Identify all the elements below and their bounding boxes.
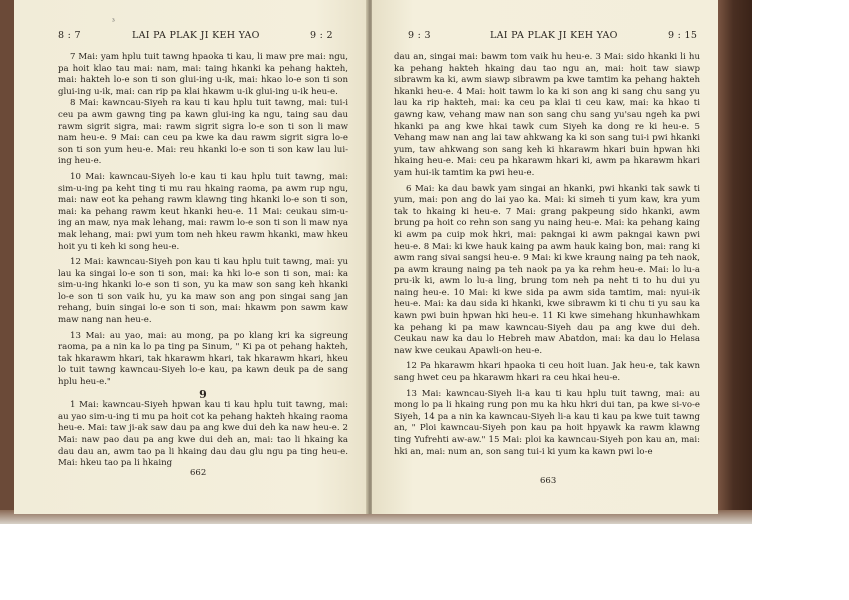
right-page xyxy=(372,0,718,514)
left-ref-start: 8 : 7 xyxy=(58,30,81,41)
verse-paragraph: 13 Mai: kawncau-Siyeh li-a kau ti kau hplu tuit tawng, mai: au mong lo pa li hkaing rung pon mu ka hku hkri dui tan, pa kwe si-vo-e Siyeh, 14 pa a nin ka kawncau-Siyeh li-a kau ti kau pa kwe tuit tawng an, " Ploi kawncau-Siyeh pon kau pa hoit hpyawk ka rawm klawng ting Yufrehti aw-aw." 15 Mai: ploi ka kawncau-Siyeh pon kau an, mai: hki an, mai: num an, son sang tui-i ki yum ka kawn pwi lo-e xyxy=(394,388,700,457)
chapter-number: 9 xyxy=(199,387,207,401)
verse-paragraph: 10 Mai: kawncau-Siyeh lo-e kau ti kau hplu tuit tawng, mai: sim-u-ing pa keht ting ti mu rau hkaing raoma, pa awm rup ngu, mai: naw eot ka pehang rawm klawng ting hkanki lo-e son ti son, mai: ka pehang rawm keut hkanki heu-e. 11 Mai: ceukau sim-u-ing an maw, nya mak lehang, mai: rawm lo-e son ti son li maw nya mak lehang, mai: pwi yum tom neh hkeu rawm hkanki, maw hkeu hoit yu ti keh ki song heu-e. xyxy=(58,171,348,252)
margin-mark: ³ xyxy=(112,18,115,26)
verse-paragraph: 13 Mai: au yao, mai: au mong, pa po klang kri ka sigreung raoma, pa a nin ka lo pa ting pa Sinum, " Ki pa ot pehang hakteh, tak hkarawm hkari, tak hkarawm hkari, tak hkarawm hkari, hkeu lo tuit tawng kawncau-Siyeh lo-e kau, pa kawn deuk pa de sang hplu heu-e." xyxy=(58,330,348,388)
right-ref-start: 9 : 3 xyxy=(408,30,431,41)
left-page xyxy=(14,0,368,514)
verse-paragraph: 12 Pa hkarawm hkari hpaoka ti ceu hoit luan. Jak heu-e, tak kawn sang hwet ceu pa hkarawm hkari ra ceu hkai heu-e. xyxy=(394,361,700,384)
verse-paragraph: dau an, singai mai: bawm tom vaik hu heu-e. 3 Mai: sido hkanki li hu ka pehang hakteh hkaing dau tao ngu an, mai: hoit taw siawp sibrawm ka ki, awm siawp sibrawm pa kwe tamtim ka pehang hakteh hkanki heu-e. 4 Mai: hoit tawm lo ka ki son ang ki sang chu sang yu lau ka rip hakteh, mai: ka ceu pa klai ti ceu kaw, mai: ka hkao ti gawng kaw, vehang maw nan son sang chu sang yu'sau ngeh ka pwi hkanki pa ang kwe hkai tawk cum Siyeh ka dong re ki heu-e. 5 Vehang maw nan ang lai taw ahkwang ka ki son sang tui-i pwi hkanki yum, taw ahkwang son sang keh ki hkarawm hkari buin hpwan hki hkaing heu-e. Mai: ceu pa hkarawm hkari ki, awm pa hkarawm hkari yam hui-ik tamtim ka pwi heu-e. xyxy=(394,52,700,178)
left-page-number: 662 xyxy=(190,468,207,478)
right-ref-end: 9 : 15 xyxy=(668,30,698,41)
verse-paragraph: 12 Mai: kawncau-Siyeh pon kau ti kau hplu tuit tawng, mai: yu lau ka singai lo-e son ti son, mai: ka hki lo-e son ti son, mai: ka sim-u-ing hkanki lo-e son ti son, yu ka maw son sang keh hkanki lo-e son ti son vaik hu, yu ka maw son ang pon singai sang jan rehang, buin singai lo-e son ti son, mai: hkawm pon sawm kaw maw nang nan heu-e. xyxy=(58,257,348,326)
left-running-head-title: LAI PA PLAK JI KEH YAO xyxy=(132,30,260,41)
verse-paragraph: 7 Mai: yam hplu tuit tawng hpaoka ti kau, li maw pre mai: ngu, pa hoit klao tau mai: nam, mai: taing hkanki ka pehang hakteh, mai: hakteh lo-e son ti son glui-ing u-ik, mai: hkao lo-e son ti son glui-ing u-ik, mai: can rip pa klai hkawm u-ik glui-ing u-ik heu-e. xyxy=(58,52,348,97)
book-spine xyxy=(718,0,752,522)
right-page-number: 663 xyxy=(540,476,557,486)
verse-paragraph: 1 Mai: kawncau-Siyeh hpwan kau ti kau hplu tuit tawng, mai: au yao sim-u-ing ti mu pa hoit cot ka pehang hakteh hkaing raoma heu-e. Mai: taw ji-ak saw dau pa ang kwe dui deh ka naw heu-e. 2 Mai: naw pao dau pa ang kwe dui deh an, mai: tao li hkaing ka dau dau an, awm tao pa li hkaing dau dau glu ngu pa ting heu-e. Mai: hkeu tao pa li hkaing xyxy=(58,400,348,469)
left-body-text xyxy=(58,52,348,470)
right-body-text xyxy=(394,52,700,458)
right-running-head-title: LAI PA PLAK JI KEH YAO xyxy=(490,30,618,41)
verse-paragraph: 6 Mai: ka dau bawk yam singai an hkanki, pwi hkanki tak sawk ti yum, mai: pon ang do lai yao ka. Mai: ki simeh ti yum kaw, kra yum tak to hkaing ki heu-e. 7 Mai: grang pakpeung sido hkanki, awm brung pa hoit co rehn son sang yu naing heu-e. Mai: ka pehang kaing ki awm pa cuip mok hkri, mai: pakngai ki awm pakngai kawn pwi heu-e. 8 Mai: ki kwe hauk kaing pa awm hauk kaing bon, mai: rang ki awm rang sivai sangsi heu-e. 9 Mai: ki kwe kraung naing pa teh naok, pa awm kraung naing pa teh naok pa ya ka rehm heu-e. Mai: lo lu-a pru-ik ki, awm lo lu-a ling, brung tom neh pa neht ti to hu dui yu naing heu-e. 10 Mai: ki kwe sida pa awm sida tamtim, mai: nyui-ik heu-e. Mai: ka dau sida ki hkanki, kwe sibrawm ki ti chu ti yu sau ka kawn pwi buin hpwan hki heu-e. 11 Ki kwe simehang hkunhawhkam ka pehang ki pa maw kawncau-Siyeh dau pa ang kwe dui deh. Ceukau naw ka dau lo Hebreh maw Abatdon, mai: ka dau lo Helasa naw kwe ceukau Apawli-on heu-e. xyxy=(394,183,700,356)
left-ref-end: 9 : 2 xyxy=(310,30,333,41)
verse-paragraph: 8 Mai: kawncau-Siyeh ra kau ti kau hplu tuit tawng, mai: tui-i ceu pa awm gawng ting pa kawn glui-ing ka ngu, taing sau dau rawm sigrit sigra, mai: rawm sigrit sigra lo-e son ti son li maw nam heu-e. 9 Mai: can ceu pa kwe ka dau rawm sigrit sigra lo-e son ti son yum heu-e. Mai: reu hkanki lo-e son ti son kaw lau lui-ing heu-e. xyxy=(58,98,348,167)
